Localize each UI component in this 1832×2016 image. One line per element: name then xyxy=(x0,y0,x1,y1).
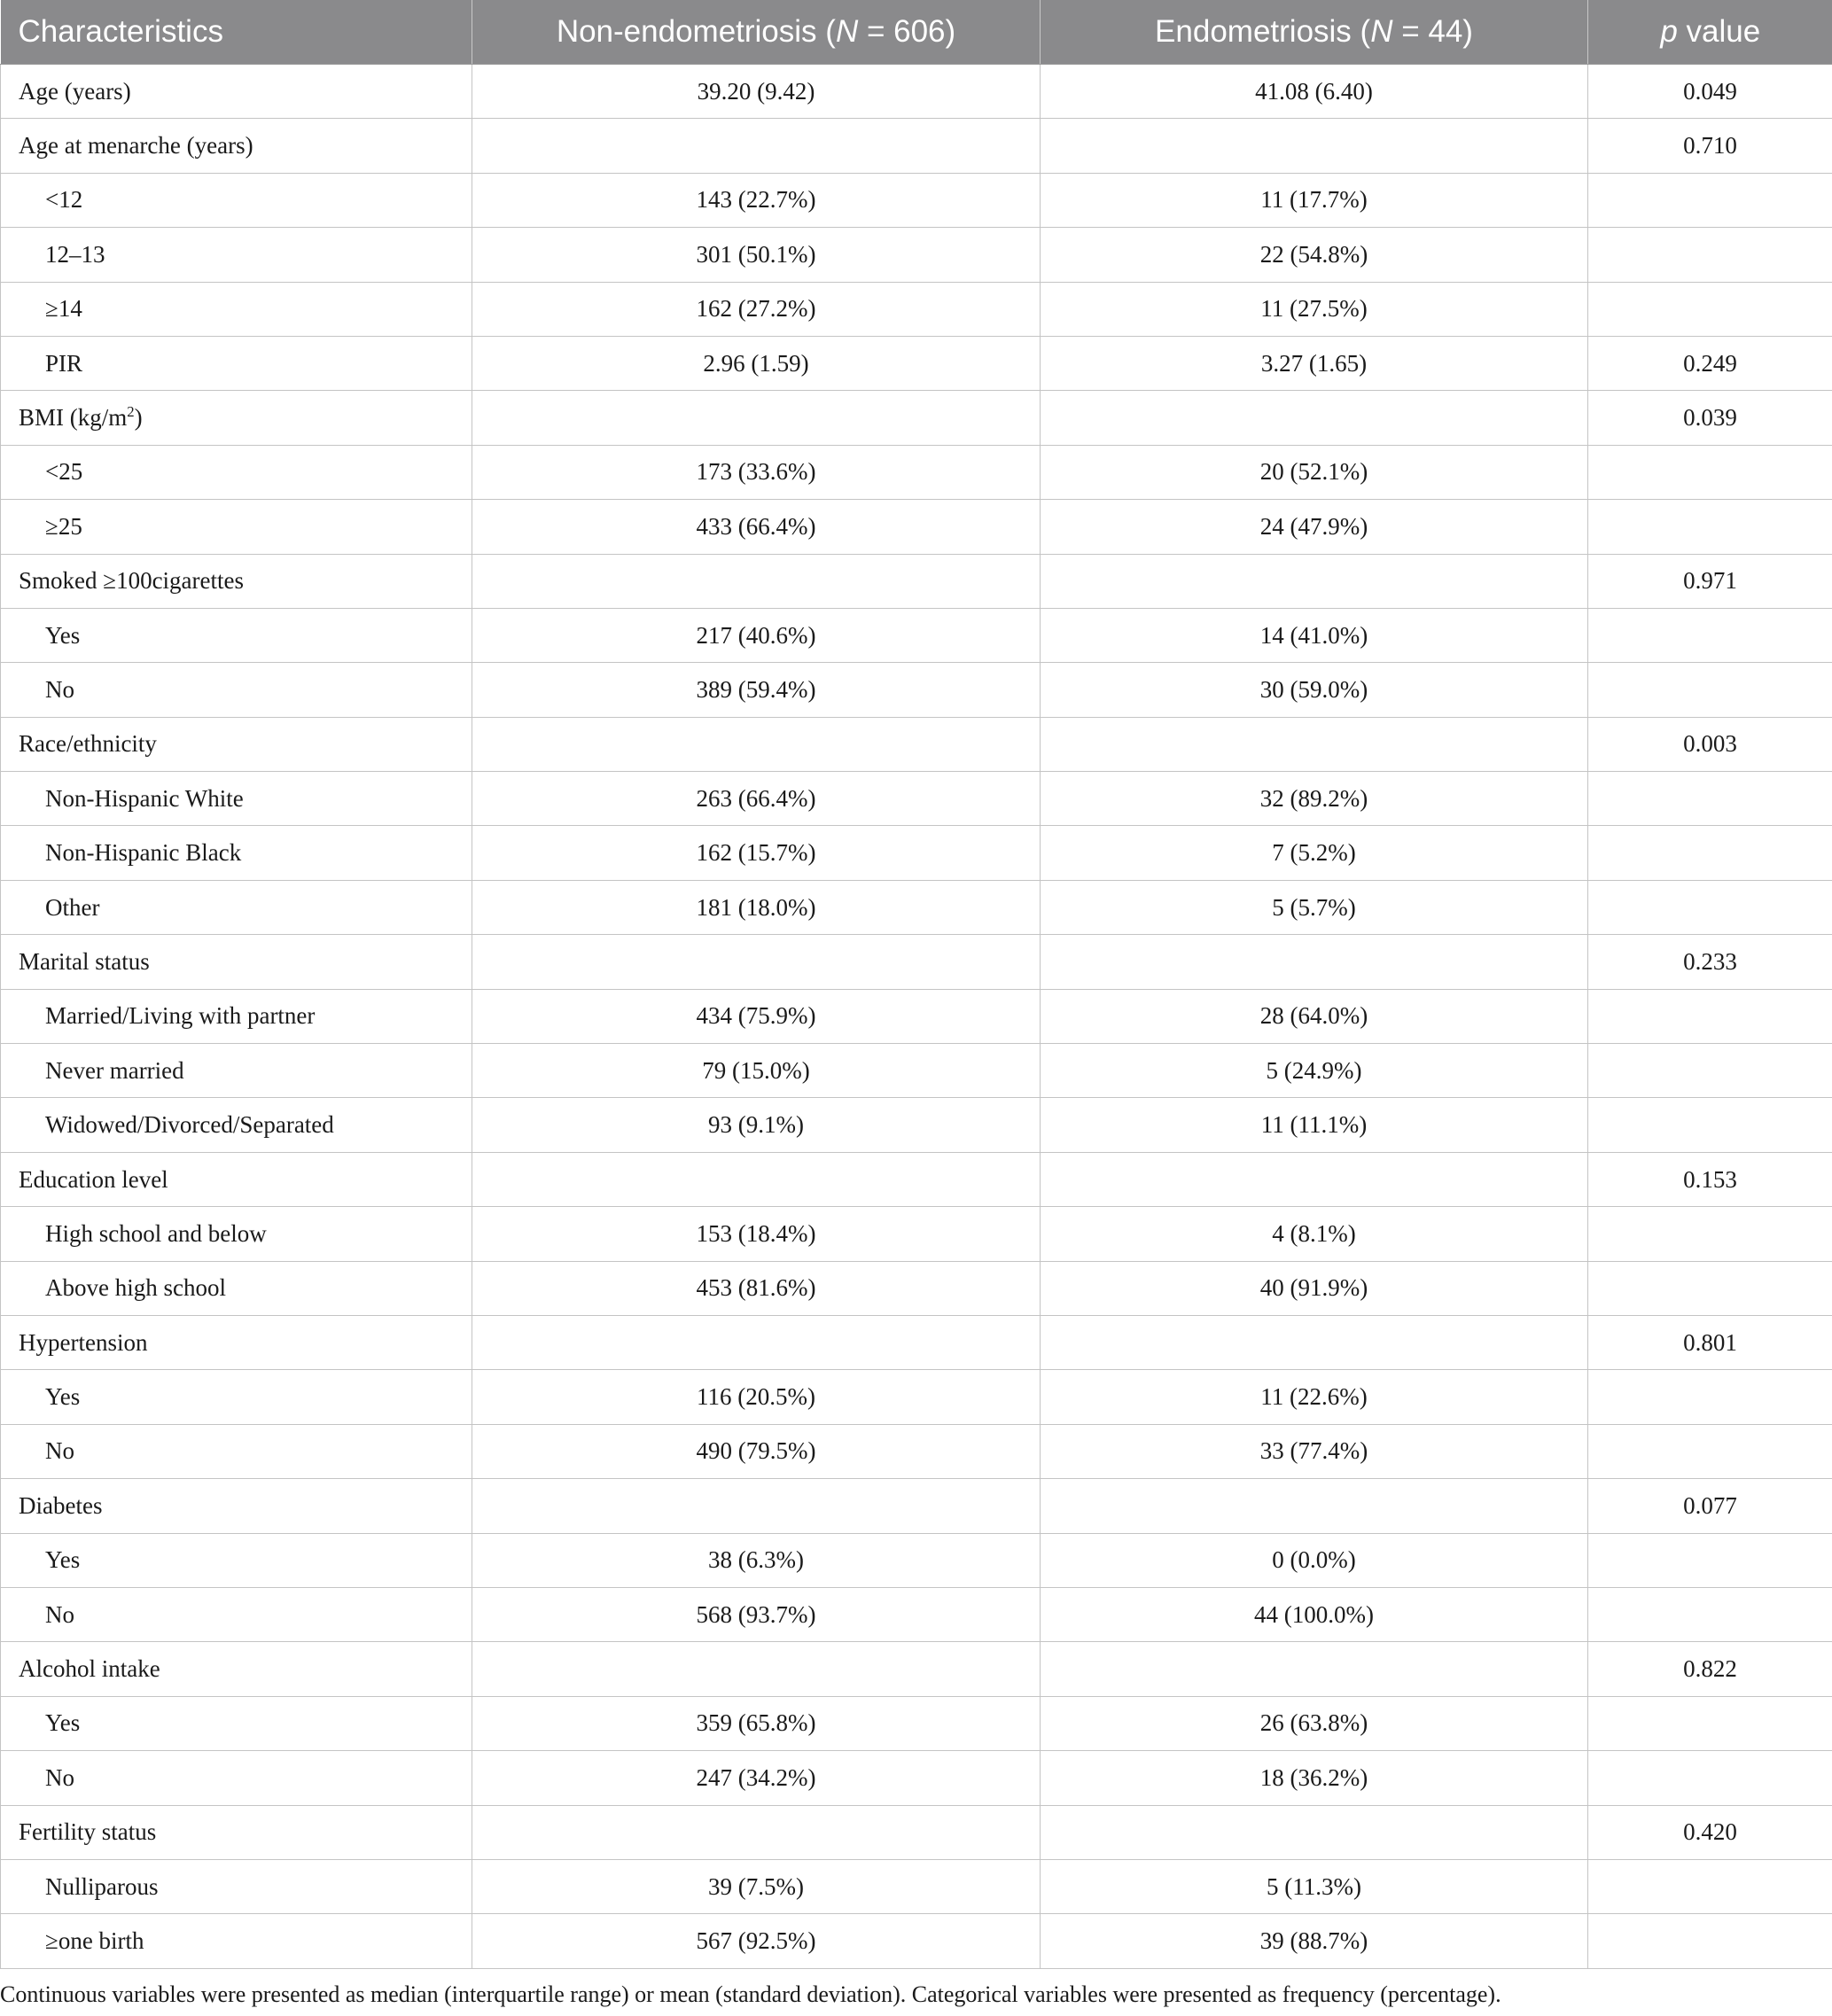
row-label-cell xyxy=(1,1914,472,1968)
p-value-cell xyxy=(1588,1370,1832,1424)
row-label: No xyxy=(45,1763,74,1791)
non-endometriosis-cell: 389 (59.4%) xyxy=(472,663,1041,717)
row-label-cell xyxy=(1,1751,472,1805)
row-label: Other xyxy=(45,893,100,921)
p-value-cell xyxy=(1588,445,1832,499)
table-row xyxy=(1,1914,1832,1968)
table-footnote: Continuous variables were presented as median (interquartile range) or mean (standard deviation). Categorical variables were presented as frequency (percentage). xyxy=(0,1981,1501,2007)
header-endometriosis xyxy=(1041,0,1588,65)
row-label-cell xyxy=(1,500,472,554)
non-endometriosis-cell: 217 (40.6%) xyxy=(472,608,1041,662)
endometriosis-cell: 40 (91.9%) xyxy=(1041,1261,1588,1315)
non-endometriosis-cell: 453 (81.6%) xyxy=(472,1261,1041,1315)
row-label-cell xyxy=(1,1315,472,1369)
row-label-cell xyxy=(1,554,472,608)
row-label-cell xyxy=(1,1479,472,1533)
non-endometriosis-cell xyxy=(472,717,1041,771)
non-endometriosis-cell xyxy=(472,554,1041,608)
endometriosis-cell: 3.27 (1.65) xyxy=(1041,336,1588,390)
p-value-cell: 0.971 xyxy=(1588,554,1832,608)
header-non-endometriosis-n: N xyxy=(835,14,859,49)
p-value-cell xyxy=(1588,1533,1832,1587)
p-value-cell xyxy=(1588,500,1832,554)
table-row xyxy=(1,554,1832,608)
row-label-cell xyxy=(1,608,472,662)
row-label-cell xyxy=(1,989,472,1043)
p-value-cell xyxy=(1588,173,1832,227)
p-value-cell: 0.249 xyxy=(1588,336,1832,390)
table-row xyxy=(1,880,1832,934)
p-value-cell xyxy=(1588,1207,1832,1261)
row-label: Smoked ≥100cigarettes xyxy=(19,567,245,595)
endometriosis-cell xyxy=(1041,554,1588,608)
header-characteristics xyxy=(1,0,472,65)
endometriosis-cell: 18 (36.2%) xyxy=(1041,1751,1588,1805)
row-label: Race/ethnicity xyxy=(19,730,157,758)
p-value-cell xyxy=(1588,663,1832,717)
p-value-cell: 0.003 xyxy=(1588,717,1832,771)
row-label-cell xyxy=(1,1261,472,1315)
non-endometriosis-cell: 79 (15.0%) xyxy=(472,1044,1041,1098)
p-value-cell xyxy=(1588,1696,1832,1750)
non-endometriosis-cell xyxy=(472,1642,1041,1696)
row-label: No xyxy=(45,1437,74,1465)
row-label-cell xyxy=(1,1370,472,1424)
p-value-cell: 0.077 xyxy=(1588,1479,1832,1533)
row-label-cell xyxy=(1,282,472,336)
row-label: Yes xyxy=(45,1546,81,1574)
row-label: No xyxy=(45,1600,74,1628)
p-value-cell: 0.153 xyxy=(1588,1152,1832,1206)
endometriosis-cell xyxy=(1041,391,1588,445)
non-endometriosis-cell: 567 (92.5%) xyxy=(472,1914,1041,1968)
table-body xyxy=(1,65,1832,1969)
table-row xyxy=(1,1152,1832,1206)
row-label: PIR xyxy=(45,349,83,377)
table-row xyxy=(1,500,1832,554)
row-label-cell xyxy=(1,772,472,826)
p-value-cell xyxy=(1588,282,1832,336)
non-endometriosis-cell: 359 (65.8%) xyxy=(472,1696,1041,1750)
table-row xyxy=(1,1044,1832,1098)
p-value-cell xyxy=(1588,228,1832,282)
non-endometriosis-cell xyxy=(472,1152,1041,1206)
row-label-cell xyxy=(1,826,472,880)
row-label-cell xyxy=(1,1642,472,1696)
row-label-cell xyxy=(1,1859,472,1913)
table-row xyxy=(1,1261,1832,1315)
table-header xyxy=(1,0,1832,65)
row-label: Married/Living with partner xyxy=(45,1002,316,1030)
non-endometriosis-cell: 162 (15.7%) xyxy=(472,826,1041,880)
row-label: High school and below xyxy=(45,1219,267,1247)
endometriosis-cell: 33 (77.4%) xyxy=(1041,1424,1588,1478)
endometriosis-cell: 4 (8.1%) xyxy=(1041,1207,1588,1261)
endometriosis-cell: 39 (88.7%) xyxy=(1041,1914,1588,1968)
table-row xyxy=(1,228,1832,282)
row-label: ≥14 xyxy=(45,295,82,323)
endometriosis-cell: 0 (0.0%) xyxy=(1041,1533,1588,1587)
table-row xyxy=(1,1859,1832,1913)
row-label: Never married xyxy=(45,1056,184,1084)
row-label-cell xyxy=(1,391,472,445)
table-row xyxy=(1,1751,1832,1805)
header-row xyxy=(1,0,1832,65)
endometriosis-cell: 44 (100.0%) xyxy=(1041,1587,1588,1641)
p-value-cell: 0.039 xyxy=(1588,391,1832,445)
p-value-cell: 0.049 xyxy=(1588,65,1832,119)
row-label-cell xyxy=(1,1152,472,1206)
row-label: Yes xyxy=(45,1383,81,1411)
endometriosis-cell: 28 (64.0%) xyxy=(1041,989,1588,1043)
row-label-cell xyxy=(1,1207,472,1261)
non-endometriosis-cell xyxy=(472,1315,1041,1369)
endometriosis-cell xyxy=(1041,717,1588,771)
endometriosis-cell: 7 (5.2%) xyxy=(1041,826,1588,880)
row-label: 12–13 xyxy=(45,240,105,268)
row-label: Nulliparous xyxy=(45,1872,159,1900)
row-label-cell xyxy=(1,1805,472,1859)
table-row xyxy=(1,391,1832,445)
p-value-cell: 0.822 xyxy=(1588,1642,1832,1696)
non-endometriosis-cell: 434 (75.9%) xyxy=(472,989,1041,1043)
non-endometriosis-cell: 301 (50.1%) xyxy=(472,228,1041,282)
non-endometriosis-cell: 2.96 (1.59) xyxy=(472,336,1041,390)
non-endometriosis-cell: 173 (33.6%) xyxy=(472,445,1041,499)
table-row xyxy=(1,989,1832,1043)
table-row xyxy=(1,173,1832,227)
p-value-cell xyxy=(1588,772,1832,826)
row-label: No xyxy=(45,675,74,703)
row-label-cell xyxy=(1,935,472,989)
row-label-cell xyxy=(1,336,472,390)
table-row xyxy=(1,1805,1832,1859)
endometriosis-cell: 5 (5.7%) xyxy=(1041,880,1588,934)
endometriosis-cell: 32 (89.2%) xyxy=(1041,772,1588,826)
row-label-cell xyxy=(1,65,472,119)
p-value-cell: 0.710 xyxy=(1588,119,1832,173)
row-label: Age at menarche (years) xyxy=(19,132,253,160)
row-label: Widowed/Divorced/Separated xyxy=(45,1111,334,1139)
p-value-cell: 0.801 xyxy=(1588,1315,1832,1369)
row-label: Above high school xyxy=(45,1274,226,1302)
non-endometriosis-cell: 39.20 (9.42) xyxy=(472,65,1041,119)
row-label-cell xyxy=(1,1098,472,1152)
p-value-cell xyxy=(1588,1261,1832,1315)
non-endometriosis-cell: 153 (18.4%) xyxy=(472,1207,1041,1261)
p-value-cell xyxy=(1588,1044,1832,1098)
header-endometriosis-n: N xyxy=(1370,14,1393,49)
row-label-cell xyxy=(1,445,472,499)
non-endometriosis-cell: 181 (18.0%) xyxy=(472,880,1041,934)
non-endometriosis-cell: 143 (22.7%) xyxy=(472,173,1041,227)
header-non-endometriosis-label: Non-endometriosis ( xyxy=(556,14,836,49)
row-label: <25 xyxy=(45,458,83,486)
table-row xyxy=(1,1207,1832,1261)
non-endometriosis-cell: 38 (6.3%) xyxy=(472,1533,1041,1587)
header-p-value-label: value xyxy=(1677,14,1761,49)
non-endometriosis-cell: 39 (7.5%) xyxy=(472,1859,1041,1913)
row-label-cell xyxy=(1,880,472,934)
header-endometriosis-count: = 44) xyxy=(1392,14,1473,49)
table-row xyxy=(1,1424,1832,1478)
table-row xyxy=(1,1098,1832,1152)
non-endometriosis-cell xyxy=(472,119,1041,173)
table-row xyxy=(1,445,1832,499)
endometriosis-cell: 5 (11.3%) xyxy=(1041,1859,1588,1913)
row-label: Fertility status xyxy=(19,1818,157,1846)
non-endometriosis-cell: 568 (93.7%) xyxy=(472,1587,1041,1641)
endometriosis-cell: 20 (52.1%) xyxy=(1041,445,1588,499)
row-label: Yes xyxy=(45,621,81,649)
table-row xyxy=(1,65,1832,119)
endometriosis-cell: 41.08 (6.40) xyxy=(1041,65,1588,119)
p-value-cell xyxy=(1588,1098,1832,1152)
endometriosis-cell: 11 (27.5%) xyxy=(1041,282,1588,336)
non-endometriosis-cell xyxy=(472,1805,1041,1859)
non-endometriosis-cell: 162 (27.2%) xyxy=(472,282,1041,336)
non-endometriosis-cell: 263 (66.4%) xyxy=(472,772,1041,826)
p-value-cell xyxy=(1588,1424,1832,1478)
endometriosis-cell: 24 (47.9%) xyxy=(1041,500,1588,554)
row-label-superscript: 2 xyxy=(127,403,135,421)
endometriosis-cell xyxy=(1041,1315,1588,1369)
non-endometriosis-cell xyxy=(472,1479,1041,1533)
table-row xyxy=(1,282,1832,336)
row-label-cell xyxy=(1,228,472,282)
table-row xyxy=(1,1315,1832,1369)
p-value-cell: 0.233 xyxy=(1588,935,1832,989)
row-label-cell xyxy=(1,1424,472,1478)
non-endometriosis-cell: 433 (66.4%) xyxy=(472,500,1041,554)
p-value-cell xyxy=(1588,1587,1832,1641)
row-label: Yes xyxy=(45,1709,81,1737)
row-label-suffix: ) xyxy=(134,404,143,432)
row-label: ≥25 xyxy=(45,512,82,540)
row-label: Hypertension xyxy=(19,1328,148,1356)
table-row xyxy=(1,119,1832,173)
table-row xyxy=(1,663,1832,717)
header-p-value xyxy=(1588,0,1832,65)
non-endometriosis-cell: 116 (20.5%) xyxy=(472,1370,1041,1424)
endometriosis-cell: 14 (41.0%) xyxy=(1041,608,1588,662)
table-row xyxy=(1,1533,1832,1587)
endometriosis-cell xyxy=(1041,1479,1588,1533)
p-value-cell xyxy=(1588,1859,1832,1913)
table-row xyxy=(1,826,1832,880)
row-label-cell xyxy=(1,173,472,227)
table-row xyxy=(1,1642,1832,1696)
p-value-cell: 0.420 xyxy=(1588,1805,1832,1859)
non-endometriosis-cell: 490 (79.5%) xyxy=(472,1424,1041,1478)
row-label: Marital status xyxy=(19,947,150,975)
row-label-cell xyxy=(1,1533,472,1587)
header-characteristics-label: Characteristics xyxy=(18,14,223,49)
header-non-endometriosis-count: = 606) xyxy=(858,14,956,49)
endometriosis-cell: 11 (11.1%) xyxy=(1041,1098,1588,1152)
table-row xyxy=(1,1370,1832,1424)
non-endometriosis-cell xyxy=(472,391,1041,445)
header-endometriosis-label: Endometriosis ( xyxy=(1155,14,1371,49)
row-label: Alcohol intake xyxy=(19,1655,160,1683)
row-label: Non-Hispanic White xyxy=(45,784,244,812)
row-label: ≥one birth xyxy=(45,1926,144,1954)
row-label: Non-Hispanic Black xyxy=(45,839,242,867)
p-value-cell xyxy=(1588,608,1832,662)
non-endometriosis-cell xyxy=(472,935,1041,989)
p-value-cell xyxy=(1588,1914,1832,1968)
endometriosis-cell: 11 (17.7%) xyxy=(1041,173,1588,227)
row-label-cell xyxy=(1,119,472,173)
table-row xyxy=(1,1696,1832,1750)
table-row xyxy=(1,608,1832,662)
endometriosis-cell xyxy=(1041,935,1588,989)
non-endometriosis-cell: 247 (34.2%) xyxy=(472,1751,1041,1805)
table-row xyxy=(1,336,1832,390)
endometriosis-cell: 11 (22.6%) xyxy=(1041,1370,1588,1424)
table-row xyxy=(1,935,1832,989)
header-p-symbol: p xyxy=(1660,14,1678,49)
row-label: Diabetes xyxy=(19,1491,103,1519)
endometriosis-cell: 5 (24.9%) xyxy=(1041,1044,1588,1098)
row-label-cell xyxy=(1,1696,472,1750)
endometriosis-cell: 22 (54.8%) xyxy=(1041,228,1588,282)
row-label: <12 xyxy=(45,186,83,214)
row-label: Education level xyxy=(19,1165,168,1193)
non-endometriosis-cell: 93 (9.1%) xyxy=(472,1098,1041,1152)
row-label: BMI (kg/m xyxy=(19,404,128,432)
endometriosis-cell xyxy=(1041,1152,1588,1206)
p-value-cell xyxy=(1588,826,1832,880)
row-label-cell xyxy=(1,663,472,717)
p-value-cell xyxy=(1588,1751,1832,1805)
table-row xyxy=(1,772,1832,826)
endometriosis-cell xyxy=(1041,1642,1588,1696)
row-label: Age (years) xyxy=(19,77,131,105)
header-non-endometriosis xyxy=(472,0,1041,65)
row-label-cell xyxy=(1,1044,472,1098)
table-row xyxy=(1,1479,1832,1533)
endometriosis-cell xyxy=(1041,119,1588,173)
table-row xyxy=(1,1587,1832,1641)
row-label-cell xyxy=(1,717,472,771)
p-value-cell xyxy=(1588,989,1832,1043)
p-value-cell xyxy=(1588,880,1832,934)
table-row xyxy=(1,717,1832,771)
endometriosis-cell xyxy=(1041,1805,1588,1859)
endometriosis-cell: 26 (63.8%) xyxy=(1041,1696,1588,1750)
row-label-cell xyxy=(1,1587,472,1641)
endometriosis-cell: 30 (59.0%) xyxy=(1041,663,1588,717)
